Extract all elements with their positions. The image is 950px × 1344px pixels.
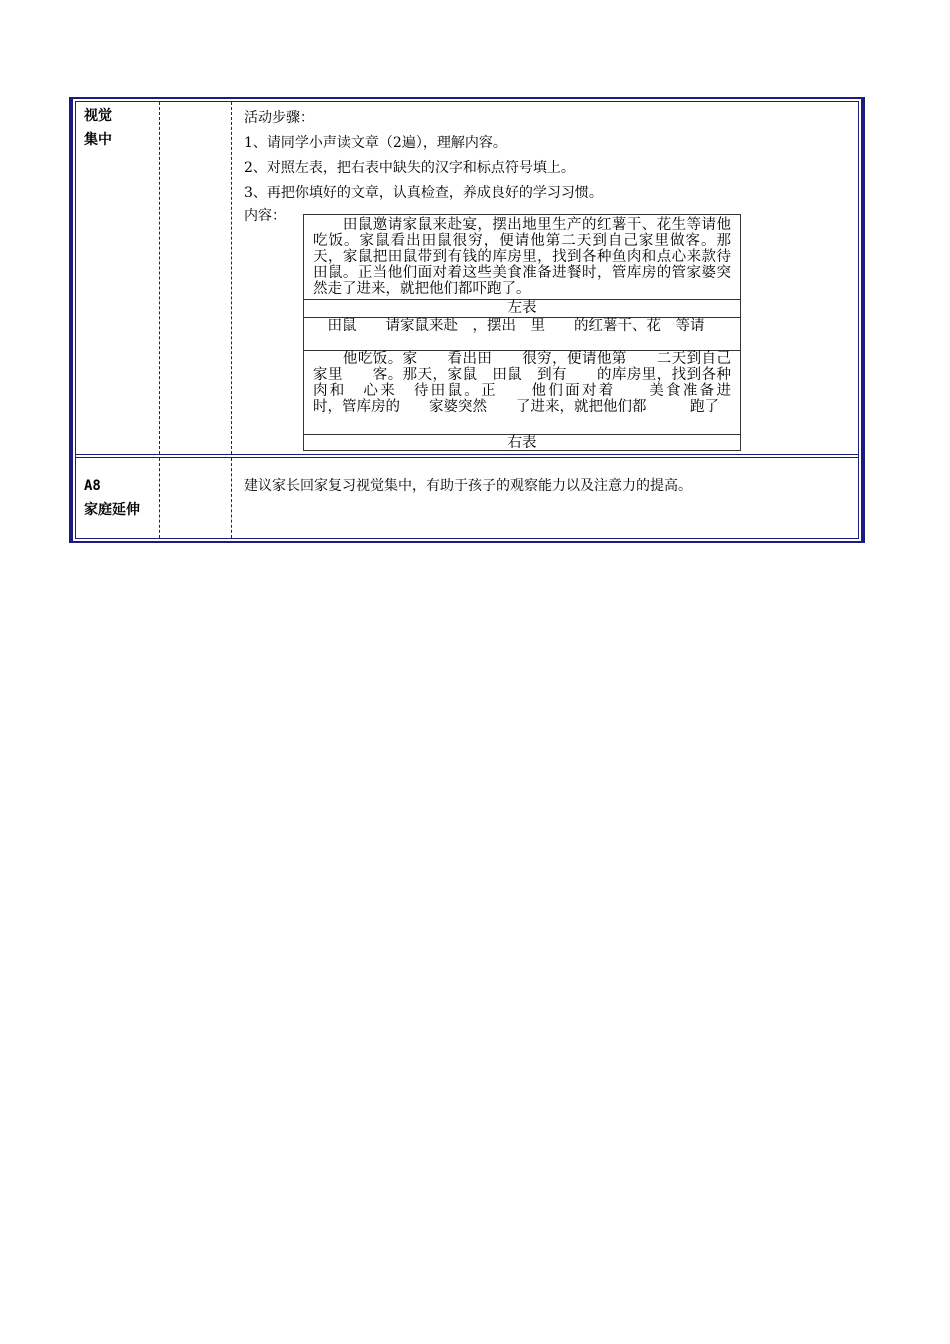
- left-table-caption: 左表: [507, 300, 537, 316]
- right-passage: 他吃饭。家 看出田 很穷，便请他第 二天到自己家里 客。那天，家鼠 田鼠 到有 的库房里，找到各种 肉和 心来 待田鼠。正 他们面对着 美食准备进 时，管库房的 家婆突然 了进来，就把他们都 跑了: [313, 351, 760, 415]
- step-3: 3、再把你填好的文章，认真检查，养成良好的学习习惯。: [244, 185, 603, 201]
- column-divider-1: [159, 458, 160, 538]
- row-visual-focus: [76, 102, 858, 454]
- row-label-line1: A8: [84, 478, 101, 494]
- column-divider-2: [231, 458, 232, 538]
- home-advice-text: 建议家长回家复习视觉集中，有助于孩子的观察能力以及注意力的提高。: [244, 478, 692, 494]
- row-separator-top: [76, 454, 858, 455]
- column-divider-2: [231, 102, 232, 454]
- steps-title: 活动步骤：: [244, 110, 314, 126]
- column-divider-1: [159, 102, 160, 454]
- row-label-home: [84, 474, 140, 522]
- left-passage: 田鼠邀请家鼠来赴宴，摆出地里生产的红薯干、花生等请他吃饭。家鼠看出田鼠很穷，便请他第二天到自己家里做客。那天，家鼠把田鼠带到有钱的库房里，找到各种鱼肉和点心来款待田鼠。正当他们面对着这些美食准备进餐时，管库房的管家婆突然走了进来，就把他们都吓跑了。: [313, 217, 731, 297]
- row-label-line1: 视觉: [84, 108, 112, 124]
- row-label-line2: 集中: [84, 132, 112, 148]
- right-passage-line1: 田鼠 请家鼠来赴 ，摆出 里 的红薯干、花 等请: [313, 318, 705, 334]
- activity-steps: [244, 106, 603, 206]
- row-home-extension: [76, 458, 858, 538]
- step-2: 2、对照左表，把右表中缺失的汉字和标点符号填上。: [244, 160, 575, 176]
- activity-table-inner: [75, 101, 859, 539]
- step-1: 1、请同学小声读文章（2遍），理解内容。: [244, 135, 507, 151]
- content-label: 内容：: [244, 208, 286, 224]
- row-label-visual: [84, 104, 112, 152]
- passage-box: [303, 214, 760, 451]
- right-table-caption: 右表: [507, 435, 537, 451]
- row-label-line2: 家庭延伸: [84, 502, 140, 518]
- activity-table: [69, 97, 865, 543]
